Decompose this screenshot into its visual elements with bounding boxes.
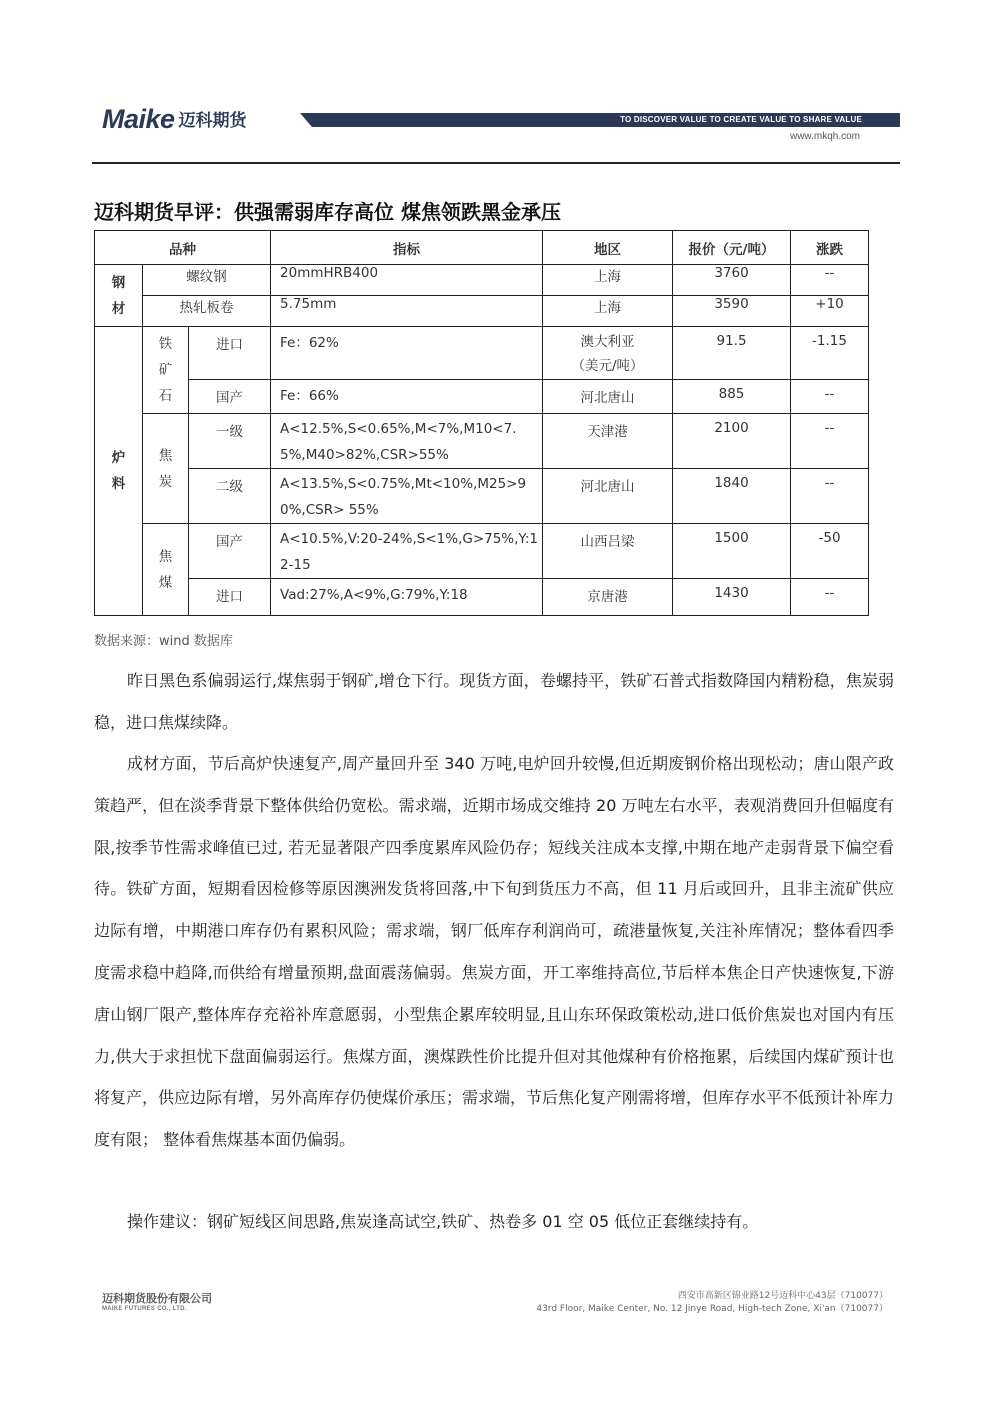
row-region: 京唐港 — [543, 579, 673, 616]
row-change: -50 — [791, 524, 869, 579]
paragraph-summary: 昨日黑色系偏弱运行,煤焦弱于钢矿,增仓下行。现货方面，卷螺持平，铁矿石普式指数降国内精粉稳，焦炭弱稳，进口焦煤续降。 — [94, 671, 894, 732]
row-spec: 20mmHRB400 — [271, 265, 543, 296]
data-source-note: 数据来源：wind 数据库 — [94, 634, 233, 649]
footer-company-cn: 迈科期货股份有限公司 — [102, 1292, 212, 1305]
row-price: 3590 — [673, 296, 791, 327]
row-change: -- — [791, 469, 869, 524]
table-row — [95, 579, 869, 616]
header-spec: 指标 — [271, 231, 543, 265]
row-price: 885 — [673, 380, 791, 414]
row-spec: Fe：66% — [271, 380, 543, 414]
website-url: www.mkqh.com — [789, 131, 860, 142]
subgroup-coal: 焦煤 — [143, 524, 189, 616]
header-divider — [92, 162, 900, 164]
row-spec: Vad:27%,A<9%,G:79%,Y:18 — [271, 579, 543, 616]
row-price: 1430 — [673, 579, 791, 616]
row-change: -- — [791, 265, 869, 296]
row-region — [543, 327, 673, 380]
table-row — [95, 380, 869, 414]
footer-company-en: MAIKE FUTURES CO., LTD. — [102, 1306, 187, 1312]
footer-company — [102, 1292, 212, 1312]
row-name: 国产 — [189, 524, 271, 579]
row-name: 进口 — [189, 327, 271, 380]
row-change: -- — [791, 414, 869, 469]
table-row — [95, 469, 869, 524]
row-region: 河北唐山 — [543, 380, 673, 414]
row-price: 1500 — [673, 524, 791, 579]
slogan-banner — [300, 113, 900, 127]
row-spec: A<13.5%,S<0.75%,Mt<10%,M25>90%,CSR> 55% — [271, 469, 543, 524]
row-change: -- — [791, 380, 869, 414]
region-unit: （美元/吨） — [571, 358, 644, 374]
row-name: 一级 — [189, 414, 271, 469]
row-price: 1840 — [673, 469, 791, 524]
subgroup-coke: 焦炭 — [143, 414, 189, 524]
group-furnace: 炉料 — [95, 327, 143, 616]
row-region: 上海 — [543, 296, 673, 327]
paragraph-analysis: 成材方面，节后高炉快速复产,周产量回升至 340 万吨,电炉回升较慢,但近期废钢价格出现松动；唐山限产政策趋严，但在淡季背景下整体供给仍宽松。需求端，近期市场成交维持 20 万吨左右水平，表观消费回升但幅度有限,按季节性需求峰值已过, 若无显著限产四季度累库风险仍存；短线关注成本支撑,中期在地产走弱背景下偏空看待。铁矿方面，短期看因检修等原因澳洲发货将回落,中下旬到货压力不高，但 11 月后或回升，且非主流矿供应边际有增，中期港口库存仍有累积风险；需求端，钢厂低库存利润尚可，疏港量恢复,关注补库情况；整体看四季度需求稳中趋降,而供给有增量预期,盘面震荡偏弱。焦炭方面，开工率维持高位,节后样本焦企日产快速恢复,下游唐山钢厂限产,整体库存充裕补库意愿弱，小型焦企累库较明显,且山东环保政策松动,进口低价焦炭也对国内有压力,供大于求担忧下盘面偏弱运行。焦煤方面，澳煤跌性价比提升但对其他煤种有价格拖累，后续国内煤矿预计也将复产，供应边际有增，另外高库存仍使煤价承压；需求端，节后焦化复产刚需将增，但库存水平不低预计补库力度有限； 整体看焦煤基本面仍偏弱。 — [94, 754, 895, 1150]
row-spec: A<12.5%,S<0.65%,M<7%,M10<7.5%,M40>82%,CSR>55% — [271, 414, 543, 469]
table-row — [95, 524, 869, 579]
row-region: 河北唐山 — [543, 469, 673, 524]
row-region: 山西吕梁 — [543, 524, 673, 579]
row-price: 3760 — [673, 265, 791, 296]
row-spec: 5.75mm — [271, 296, 543, 327]
row-change: -- — [791, 579, 869, 616]
row-change: +10 — [791, 296, 869, 327]
row-name: 螺纹钢 — [143, 265, 271, 296]
row-spec: A<10.5%,V:20-24%,S<1%,G>75%,Y:12-15 — [271, 524, 543, 579]
paragraph-advice: 操作建议：钢矿短线区间思路,焦炭逢高试空,铁矿、热卷多 01 空 05 低位正套继续持有。 — [127, 1212, 759, 1231]
row-region: 上海 — [543, 265, 673, 296]
row-name: 二级 — [189, 469, 271, 524]
row-name: 国产 — [189, 380, 271, 414]
page-title: 迈科期货早评：供强需弱库存高位 煤焦领跌黑金承压 — [94, 200, 561, 224]
row-name: 进口 — [189, 579, 271, 616]
header-change: 涨跌 — [791, 231, 869, 265]
slogan-text: TO DISCOVER VALUE TO CREATE VALUE TO SHARE VALUE — [620, 115, 862, 124]
table-row — [95, 327, 869, 380]
footer-address-en: 43rd Floor, Maike Center, No. 12 Jinye Road, High-tech Zone, Xi'an（710077） — [536, 1304, 888, 1314]
row-spec: Fe：62% — [271, 327, 543, 380]
row-change: -1.15 — [791, 327, 869, 380]
row-name: 热轧板卷 — [143, 296, 271, 327]
table-row — [95, 296, 869, 327]
header-region: 地区 — [543, 231, 673, 265]
footer-address-cn: 西安市高新区锦业路12号迈科中心43层（710077） — [677, 1291, 888, 1301]
header-variety: 品种 — [95, 231, 271, 265]
row-price: 91.5 — [673, 327, 791, 380]
header-price: 报价（元/吨） — [673, 231, 791, 265]
row-price: 2100 — [673, 414, 791, 469]
region-line: 澳大利亚 — [580, 334, 635, 350]
logo-en-text: Maike — [102, 104, 175, 134]
logo-cn-text: 迈科期货 — [178, 111, 247, 131]
price-table — [94, 230, 869, 616]
company-logo — [102, 104, 247, 134]
footer-address — [536, 1290, 888, 1316]
subgroup-ore: 铁矿石 — [143, 327, 189, 414]
page-header — [92, 98, 900, 164]
group-steel: 钢材 — [95, 265, 143, 327]
table-row — [95, 265, 869, 296]
row-region: 天津港 — [543, 414, 673, 469]
table-row — [95, 414, 869, 469]
table-header-row — [95, 231, 869, 265]
